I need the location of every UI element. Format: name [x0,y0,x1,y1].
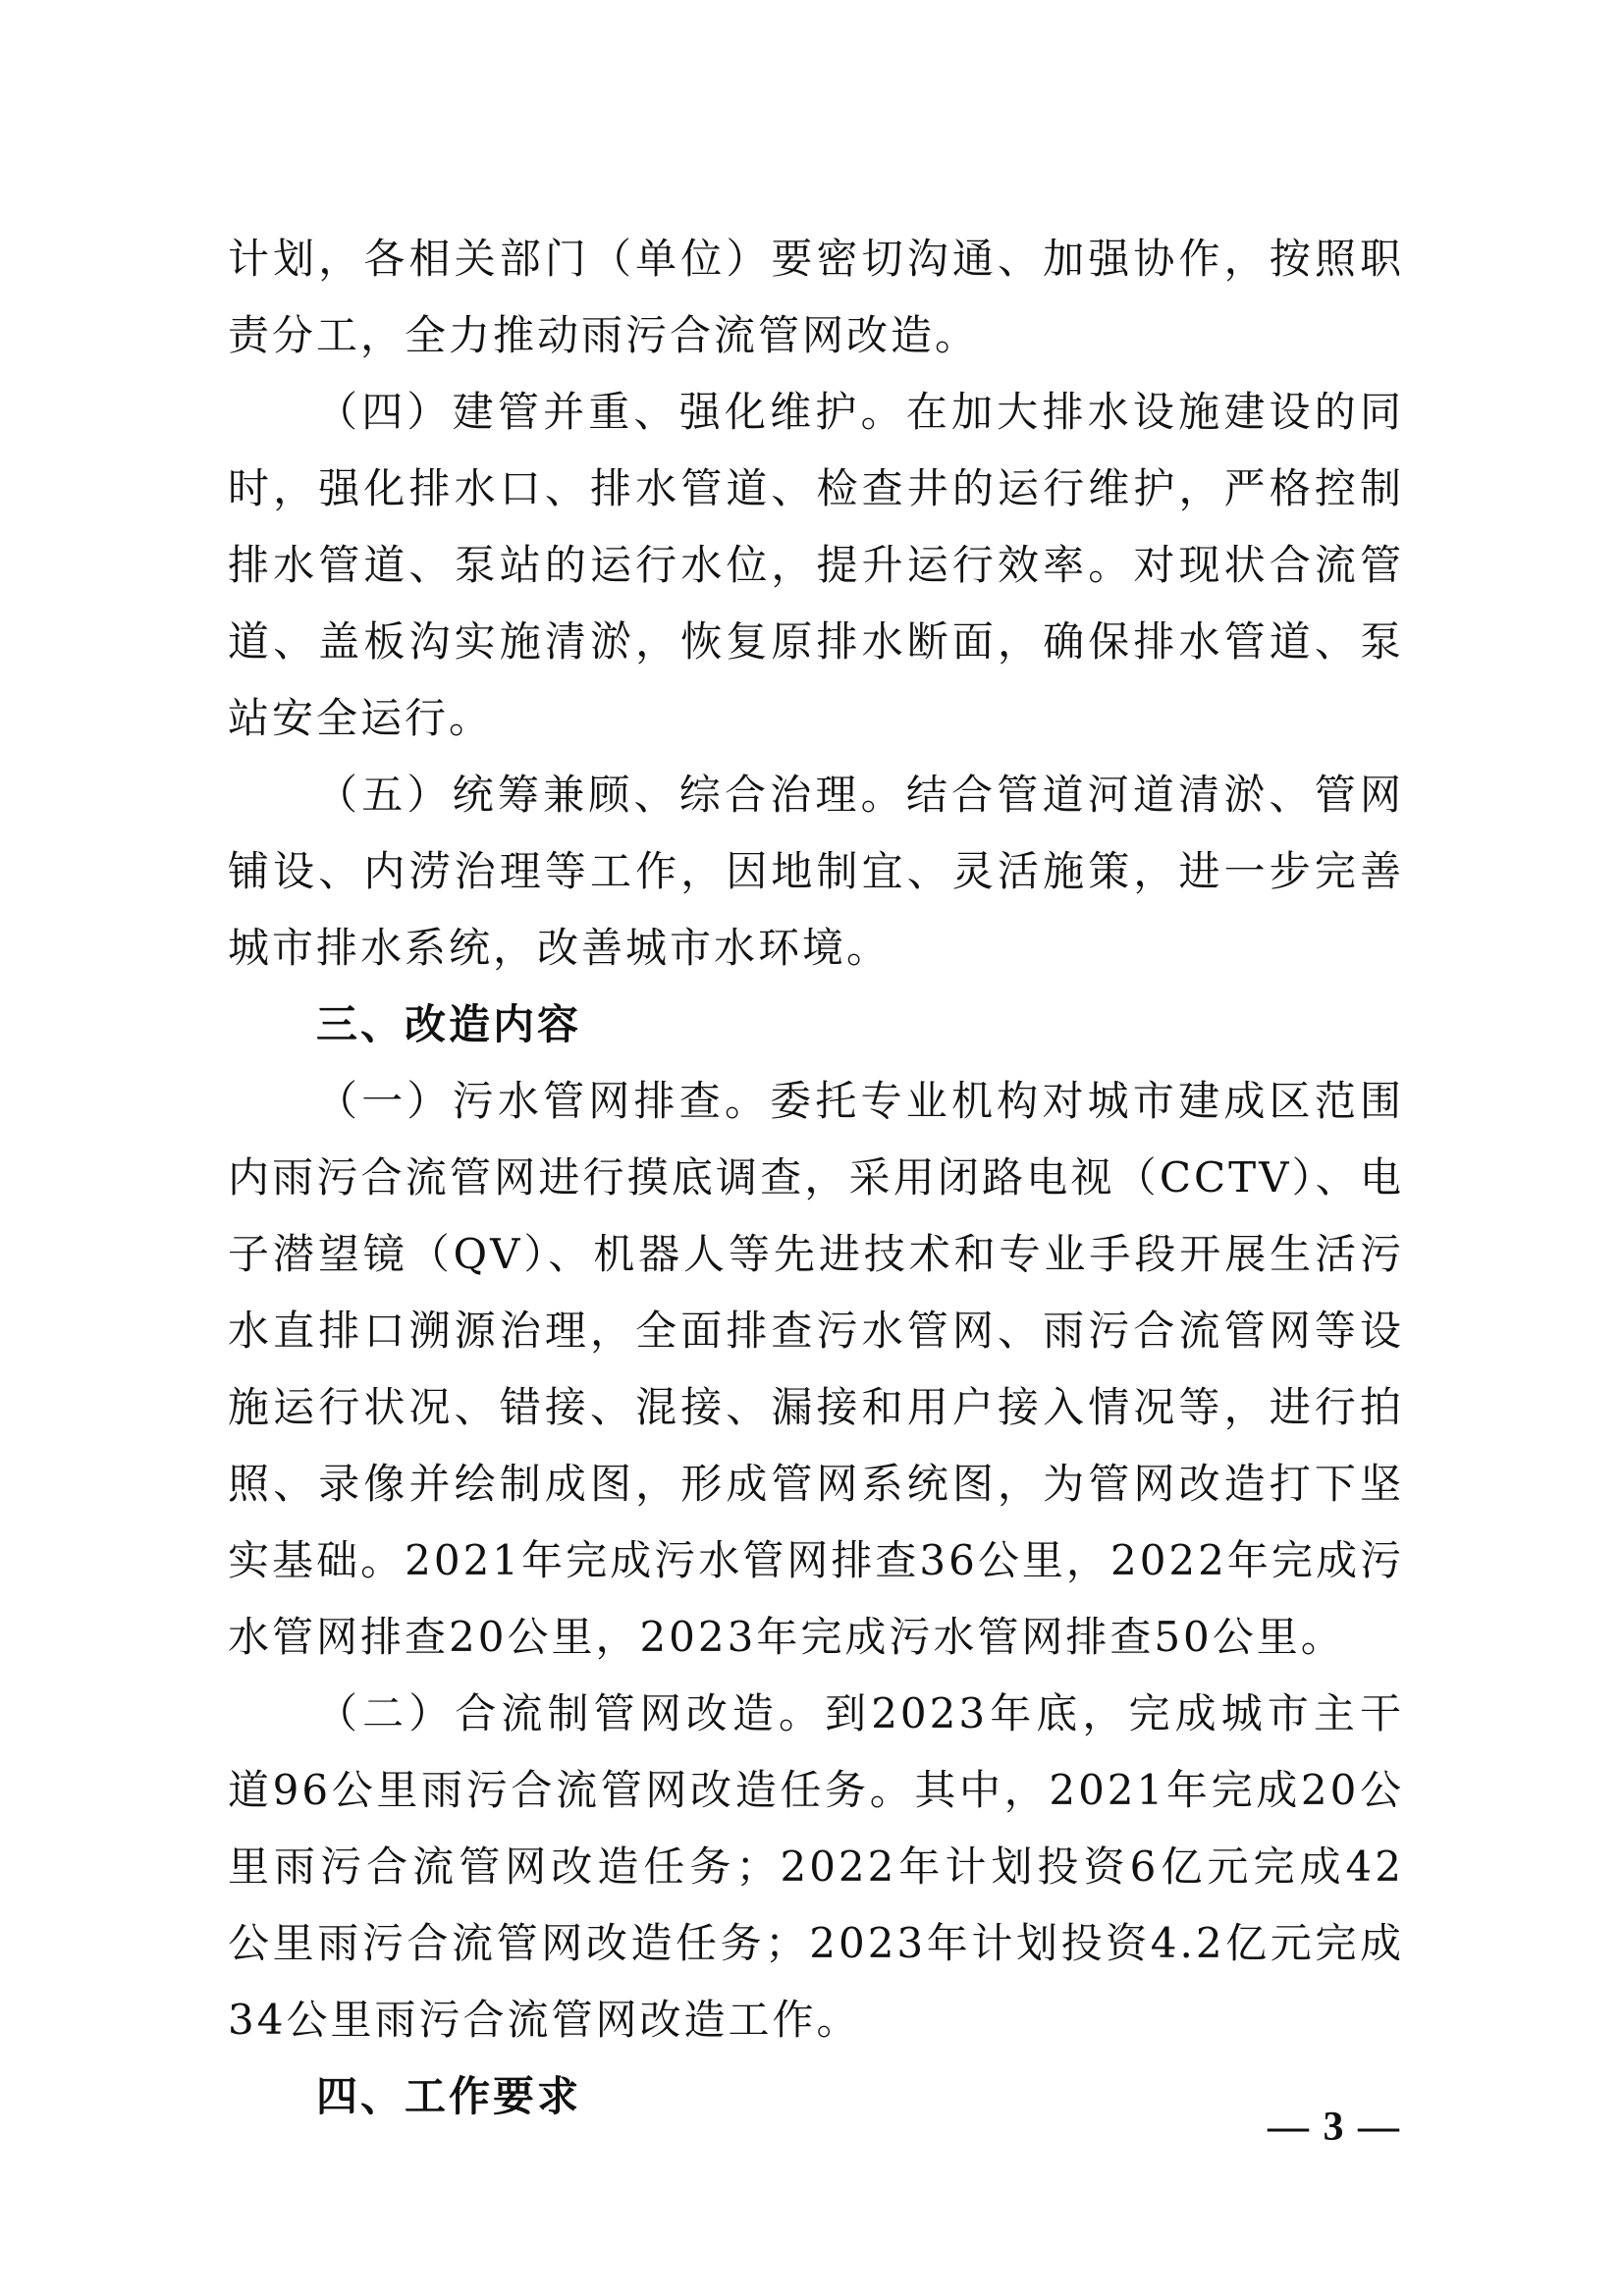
paragraph-integrated-governance: （五）统筹兼顾、综合治理。结合管道河道清淤、管网铺设、内涝治理等工作，因地制宜、灵活施策，进一步完善城市排水系统，改善城市水环境。 [228,771,1404,972]
paragraph-continued-plan: 计划，各相关部门（单位）要密切沟通、加强协作，按照职责分工，全力推动雨污合流管网改造。 [228,235,1404,359]
document-body [228,221,1404,2135]
section-heading-renovation-content: 三、改造内容 [316,1000,582,1048]
paragraph-construction-maintenance: （四）建管并重、强化维护。在加大排水设施建设的同时，强化排水口、排水管道、检查井的运行维护，严格控制排水管道、泵站的运行水位，提升运行效率。对现状合流管道、盖板沟实施清淤，恢复原排水断面，确保排水管道、泵站安全运行。 [228,388,1404,742]
page-number: — 3 — [1268,2105,1401,2150]
section-heading-work-requirements: 四、工作要求 [316,2072,582,2120]
paragraph-combined-network-renovation: （二）合流制管网改造。到2023年底，完成城市主干道96公里雨污合流管网改造任务。其中，2021年完成20公里雨污合流管网改造任务；2022年计划投资6亿元完成42公里雨污合流管网改造任务；2023年计划投资4.2亿元完成34公里雨污合流管网改造工作。 [228,1689,1404,2044]
paragraph-sewage-network-survey: （一）污水管网排查。委托专业机构对城市建成区范围内雨污合流管网进行摸底调查，采用闭路电视（CCTV）、电子潜望镜（QV）、机器人等先进技术和专业手段开展生活污水直排口溯源治理，全面排查污水管网、雨污合流管网等设施运行状况、错接、混接、漏接和用户接入情况等，进行拍照、录像并绘制成图，形成管网系统图，为管网改造打下坚实基础。2021年完成污水管网排查36公里，2022年完成污水管网排查20公里，2023年完成污水管网排查50公里。 [228,1077,1404,1661]
